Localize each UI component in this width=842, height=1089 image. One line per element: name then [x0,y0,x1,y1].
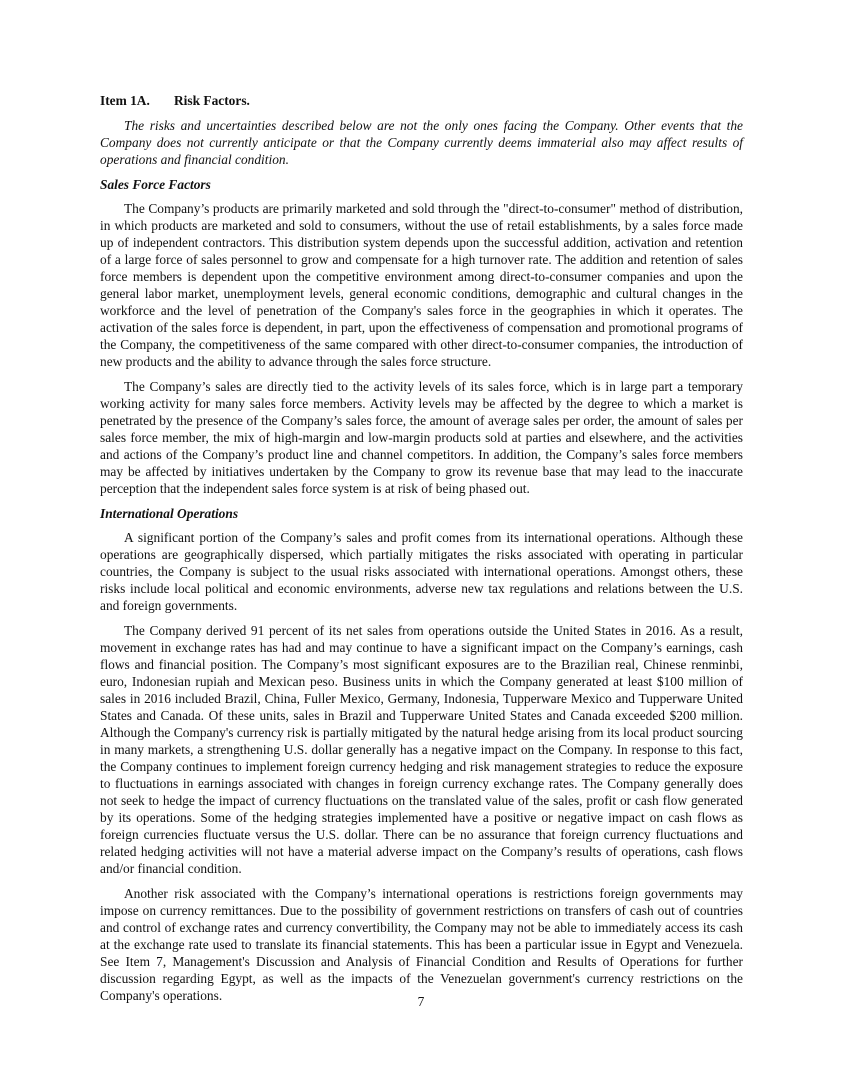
section-international-operations [100,505,743,1004]
document-page [100,92,743,1012]
paragraph: The Company derived 91 percent of its net sales from operations outside the United States in 2016. As a result, movement in exchange rates has had and may continue to have a significant impact on the Company’s earnings, cash flows and financial position. The Company’s most significant exposures are to the Brazilian real, Chinese renminbi, euro, Indonesian rupiah and Mexican peso. Business units in which the Company generated at least $100 million of sales in 2016 included Brazil, China, Fuller Mexico, Germany, Indonesia, Tupperware Mexico and Tupperware United States and Canada. Of these units, sales in Brazil and Tupperware United States and Canada exceeded $200 million. Although the Company's currency risk is partially mitigated by the natural hedge arising from its local product sourcing in many markets, a strengthening U.S. dollar generally has a negative impact on the Company. In response to this fact, the Company continues to implement foreign currency hedging and risk management strategies to reduce the exposure to fluctuations in earnings associated with changes in foreign currency exchange rates. The Company generally does not seek to hedge the impact of currency fluctuations on the translated value of the sales, profit or cash flow generated by its operations. Some of the hedging strategies implemented have a positive or negative impact on cash flows as foreign currencies fluctuate versus the U.S. dollar. There can be no assurance that foreign currency fluctuations and related hedging activities will not have a material adverse impact on the Company’s results of operations, cash flows and/or financial condition. [100,623,743,876]
item-heading [100,92,743,109]
intro-paragraph: The risks and uncertainties described below are not the only ones facing the Company. Other events that the Company does not currently anticipate or that the Company currently deems immaterial also may affect results of operations and financial condition. [100,118,743,167]
section-title: Sales Force Factors [100,177,211,192]
paragraph: A significant portion of the Company’s sales and profit comes from its international operations. Although these operations are geographically dispersed, which partially mitigates the risks associated with operating in particular countries, the Company is subject to the usual risks associated with international operations. Amongst others, these risks include local political and economic environments, adverse new tax regulations and relations between the U.S. and foreign governments. [100,530,743,613]
paragraph: Another risk associated with the Company’s international operations is restrictions foreign governments may impose on currency remittances. Due to the possibility of government restrictions on transfers of cash out of countries and control of exchange rates and currency convertibility, the Company may not be able to immediately access its cash at the exchange rate used to translate its financial statements. This has been a particular issue in Egypt and Venezuela. See Item 7, Management's Discussion and Analysis of Financial Condition and Results of Operations for further discussion regarding Egypt, as well as the impacts of the Venezuelan government's currency restrictions on the Company's operations. [100,886,743,1003]
page-number: 7 [417,994,425,1009]
section-title: International Operations [100,506,239,521]
paragraph: The Company’s products are primarily marketed and sold through the "direct-to-consumer" method of distribution, in which products are marketed and sold to consumers, without the use of retail establishments, by a sales force made up of independent contractors. This distribution system depends upon the successful addition, activation and retention of a large force of sales personnel to grow and compensate for a high turnover rate. The addition and retention of sales force members is dependent upon the competitive environment among direct-to-consumer companies and upon the general labor market, unemployment levels, general economic conditions, demographic and cultural changes in the workforce and the level of penetration of the Company's sales force in the geographies in which it operates. The activation of the sales force is dependent, in part, upon the effectiveness of compensation and promotional programs of the Company, the competitiveness of the same compared with other direct-to-consumer companies, the introduction of new products and the ability to advance through the sales force structure. [100,201,743,369]
paragraph: The Company’s sales are directly tied to the activity levels of its sales force, which is in large part a temporary working activity for many sales force members. Activity levels may be affected by the degree to which a market is penetrated by the presence of the Company’s sales force, the amount of average sales per order, the amount of sales per sales force member, the mix of high-margin and low-margin products sold at parties and elsewhere, and the activities and actions of the Company’s product line and channel competitors. In addition, the Company’s sales force members may be affected by initiatives undertaken by the Company to grow its revenue base that may lead to the inaccurate perception that the independent sales force system is at risk of being phased out. [100,379,743,496]
item-number: Item 1A. [100,93,150,108]
item-title: Risk Factors. [174,93,250,108]
section-sales-force-factors [100,176,743,497]
